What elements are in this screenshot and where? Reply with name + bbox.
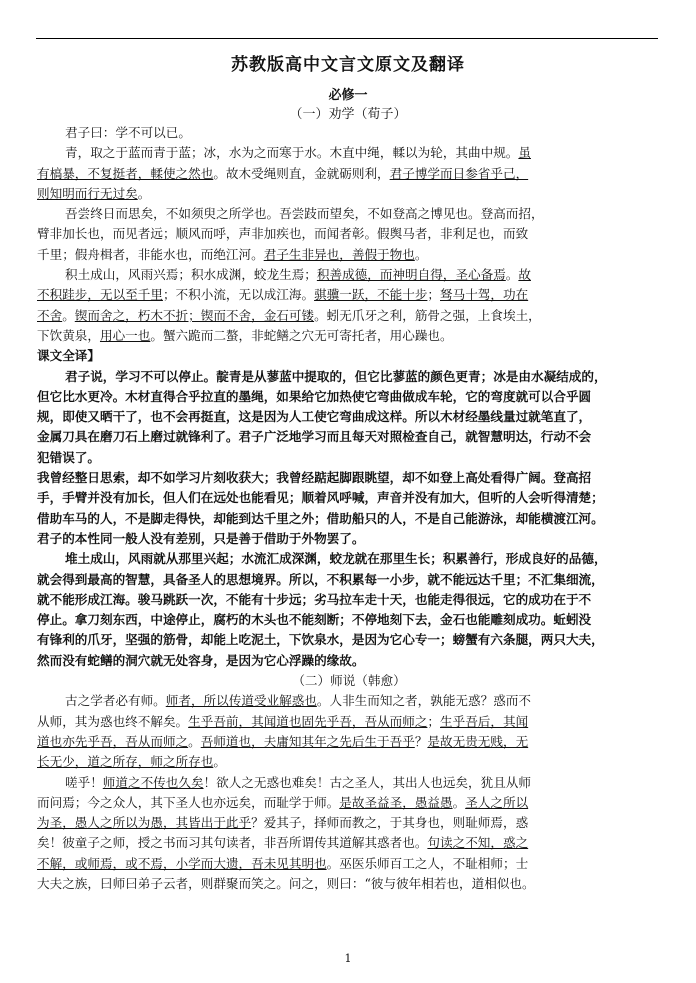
- underlined-phrase: 长无少，道之所存，师之所存也: [37, 754, 214, 770]
- text-line: [37, 468, 661, 488]
- text-line: [37, 488, 661, 508]
- underlined-phrase: 师者，所以传道受业解惑也: [165, 693, 317, 709]
- text-line: [37, 143, 661, 163]
- text-line: [37, 346, 661, 366]
- text-line: [37, 265, 661, 285]
- text-line: [37, 590, 661, 610]
- text-run: 。: [188, 733, 201, 749]
- text-line: [37, 610, 661, 630]
- text-run: 。: [452, 794, 466, 810]
- text-run: 我曾经整日思索，却不如学习片刻收获大；我曾经踮起脚跟眺望，却不如登上高处看得广阔。登高招: [37, 470, 592, 486]
- underlined-phrase: 道也亦先乎吾，吾从而师之: [37, 733, 189, 749]
- text-run: 。故木受绳则直，金就砺则利，: [213, 165, 390, 181]
- underlined-phrase: 不积跬步，无以至千里: [37, 287, 163, 303]
- underlined-phrase: 生乎吾后，其闻: [440, 713, 529, 729]
- underlined-phrase: 不舍: [37, 307, 63, 323]
- underlined-phrase: 君子博学而日参省乎己，: [389, 165, 529, 181]
- text-line: [37, 204, 661, 224]
- text-line: [37, 123, 661, 143]
- text-line: [37, 529, 661, 549]
- text-line: [37, 691, 661, 711]
- underlined-phrase: 故: [518, 267, 531, 283]
- underlined-phrase: 虽: [518, 145, 531, 161]
- text-line: [37, 712, 661, 732]
- underlined-phrase: 师道之不传也久矣: [102, 774, 204, 790]
- text-run: 嗟乎！: [65, 774, 103, 790]
- text-run: 。巫医乐师百工之人，不耻相师；士: [326, 855, 529, 871]
- document-title: 苏教版高中文言文原文及翻译: [231, 55, 465, 75]
- text-run: 。蟹六跪而二螯，非蛇鳝之穴无可寄托者，用心躁也。: [150, 327, 453, 343]
- text-line: [37, 224, 661, 244]
- text-run: 下饮黄泉，: [37, 327, 100, 343]
- text-line: [37, 874, 661, 894]
- text-line: [37, 326, 661, 346]
- text-line: [37, 630, 661, 650]
- text-line: [37, 285, 661, 305]
- text-run: 。: [62, 307, 75, 323]
- underlined-phrase: 圣人之所以: [465, 794, 529, 810]
- text-run: 大夫之族，曰师曰弟子云者，则群聚而笑之。问之，则曰：“彼与彼年相若也，道相似也。: [37, 875, 535, 891]
- document-body: [37, 123, 661, 894]
- text-run: 。: [505, 267, 519, 283]
- text-run: 吾尝终日而思矣，不如须臾之所学也。吾尝跂而望矣，不如登高之博见也。登高而招，: [65, 206, 544, 222]
- text-run: 。人非生而知之者，孰能无惑？惑而不: [316, 693, 531, 709]
- text-line: [37, 164, 661, 184]
- text-run: 。: [137, 185, 151, 201]
- text-line: [37, 732, 661, 752]
- text-run: 手，手臂并没有加长，但人们在远处也能看见；顺着风呼喊，声音并没有加大，但听的人会听得清楚；: [37, 490, 604, 506]
- underlined-phrase: 是故无贵无贱，无: [427, 733, 529, 749]
- text-run: 借助车马的人，不是脚走得快，却能到达千里之外；借助船只的人，不是自己能游泳，却能横渡江河。: [37, 510, 604, 526]
- text-run: 君子曰：学不可以已。: [65, 125, 191, 140]
- text-run: 而问焉；今之众人，其下圣人也亦远矣，而耻学于师。: [37, 794, 340, 810]
- text-run: 古之学者必有师。: [65, 693, 166, 709]
- text-line: [37, 427, 661, 447]
- text-line: [37, 387, 661, 407]
- text-run: 金属刀具在磨刀石上磨过就锋利了。君子广泛地学习而且每天对照检查自己，就智慧明达，行动不会: [37, 429, 592, 445]
- underlined-phrase: 骐骥一跃，不能十步: [314, 287, 428, 303]
- text-run: 课文全译】: [37, 348, 100, 364]
- text-run: 矣！彼童子之师，授之书而习其句读者，非吾所谓传其道解其惑者也。: [37, 835, 428, 851]
- volume-heading: 必修一: [328, 88, 368, 103]
- underlined-phrase: 是故圣益圣，愚益愚: [339, 794, 453, 810]
- text-run: 君子的本性同一般人没有差别，只是善于借助于外物罢了。: [37, 530, 365, 546]
- text-line: [37, 245, 661, 265]
- text-line: [37, 793, 661, 813]
- text-run: 然而没有蛇鳝的洞穴就无处容身，是因为它心浮躁的缘故。: [37, 652, 365, 668]
- underlined-phrase: 句读之不知，惑之: [427, 835, 529, 851]
- underlined-phrase: 君子生非异也，善假于物也: [263, 246, 415, 262]
- text-run: 从师，其为惑也终不解矣。: [37, 713, 189, 729]
- text-run: ；: [427, 287, 440, 303]
- underlined-phrase: 积善成德，而神明自得，圣心备焉: [316, 267, 506, 283]
- text-line: [37, 184, 661, 204]
- underlined-phrase: 不解，或师焉，或不焉，小学而大遗，吾未见其明也: [37, 855, 327, 871]
- text-run: 积土成山，风雨兴焉；积水成渊，蛟龙生焉；: [65, 267, 317, 283]
- underlined-phrase: 驽马十驾，功在: [440, 287, 529, 303]
- text-run: 臂非加长也，而见者远；顺风而呼，声非加疾也，而闻者彰。假舆马者，非利足也，而致: [37, 226, 529, 242]
- text-line: [37, 854, 661, 874]
- text-line: [37, 651, 661, 671]
- text-run: ？爱其子，择师而教之，于其身也，则耻师焉，惑: [251, 815, 529, 831]
- text-line: [37, 570, 661, 590]
- text-run: 就不能形成江海。骏马跳跃一次，不能有十步远；劣马拉车走十天，也能走得很远，它的成功在于不: [37, 591, 592, 607]
- text-line: [37, 752, 661, 772]
- text-run: 规，即使又晒干了，也不会再挺直，这是因为人工使它弯曲成这样。所以木材经墨线量过就笔直了，: [37, 409, 592, 425]
- text-run: 就会得到最高的智慧，具备圣人的思想境界。所以，不积累每一小步，就不能远达千里；不汇集细流，: [37, 571, 604, 587]
- text-line: [37, 549, 661, 569]
- lesson-1-heading: （一）劝学（荀子）: [289, 107, 407, 122]
- text-run: 。蚓无爪牙之利，筋骨之强，上食埃土，: [314, 307, 541, 323]
- underlined-phrase: 则知明而行无过矣: [37, 185, 138, 201]
- text-run: 但它比水更冷。木材直得合乎拉直的墨绳，如果给它加热使它弯曲做成车轮，它的弯度就可以合乎圆: [37, 388, 592, 404]
- underlined-phrase: 用心一也: [99, 327, 151, 343]
- text-run: ；不积小流，无以成江海。: [162, 287, 315, 303]
- text-run: ？: [414, 733, 428, 749]
- text-run: ；: [427, 713, 440, 729]
- text-run: 有锋利的爪牙，坚强的筋骨，却能上吃泥土，下饮泉水，是因为它心专一；螃蟹有六条腿，两只大夫，: [37, 632, 604, 648]
- underlined-phrase: 锲而舍之，朽木不折；锲而不舍，金石可镂: [74, 307, 315, 323]
- text-line: [37, 813, 661, 833]
- text-run: 犯错误了。: [37, 449, 100, 465]
- underlined-phrase: 为圣，愚人之所以为愚，其皆出于此乎: [37, 815, 252, 831]
- text-run: 。: [213, 754, 226, 770]
- text-line: [37, 833, 661, 853]
- text-line: [37, 367, 661, 387]
- underlined-phrase: 吾师道也，夫庸知其年之先后生于吾乎: [200, 733, 415, 749]
- text-line: [37, 306, 661, 326]
- text-run: 君子说，学习不可以停止。靛青是从蓼蓝中提取的，但它比蓼蓝的颜色更青；冰是由水凝结成的，: [65, 368, 607, 384]
- text-line: [37, 407, 661, 427]
- text-run: 青，取之于蓝而青于蓝；冰，水为之而寒于水。木直中绳，輮以为轮，其曲中规。: [65, 145, 519, 161]
- text-run: 停止。拿刀刻东西，中途停止，腐朽的木头也不能刻断；不停地刻下去，金石也能雕刻成功。蚯蚓没: [37, 612, 592, 628]
- underlined-phrase: 生乎吾前，其闻道也固先乎吾，吾从而师之: [188, 713, 428, 729]
- text-run: 千里；假舟楫者，非能水也，而绝江河。: [37, 246, 264, 262]
- text-run: 。: [414, 246, 428, 262]
- text-run: 堆土成山，风雨就从那里兴起；水流汇成深渊，蛟龙就在那里生长；积累善行，形成良好的品德，: [65, 551, 607, 567]
- underlined-phrase: 有槁暴，不复挺者，輮使之然也: [37, 165, 214, 181]
- header-rule: [36, 38, 658, 39]
- text-line: [37, 448, 661, 468]
- lesson-2-heading: （二）师说（韩愈）: [292, 673, 406, 689]
- text-line: [37, 773, 661, 793]
- text-run: ！欲人之无惑也难矣！古之圣人，其出人也远矣，犹且从师: [203, 774, 531, 790]
- text-line: [37, 509, 661, 529]
- page-number: 1: [344, 952, 352, 965]
